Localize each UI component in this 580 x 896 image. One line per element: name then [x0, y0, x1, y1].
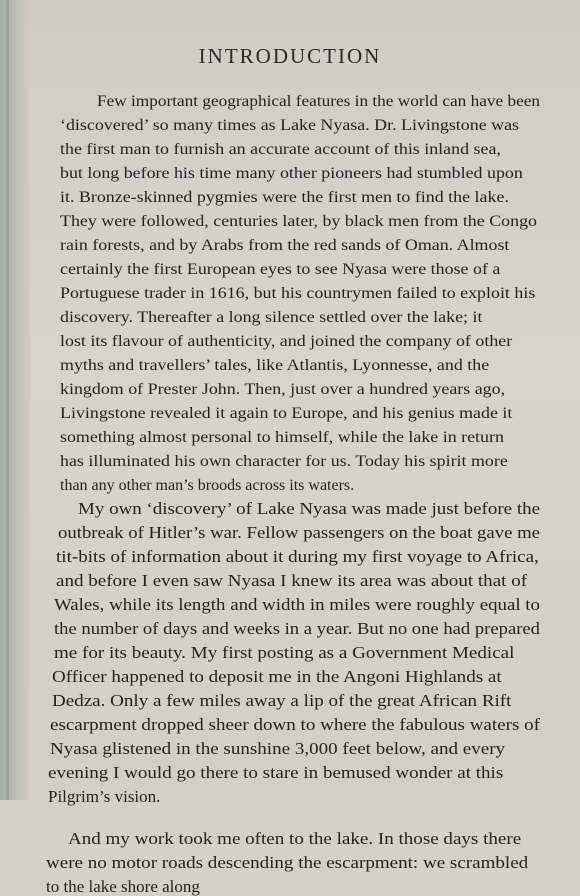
- text-line: than any other man’s broods across its waters.: [60, 477, 355, 494]
- text-line: tit-bits of information about it during my first voyage to Africa,: [56, 547, 539, 566]
- text-line: Dedza. Only a few miles away a lip of the great African Rift: [52, 691, 512, 710]
- text-line: They were followed, centuries later, by black men from the Congo: [60, 213, 537, 230]
- text-line: to the lake shore along: [46, 877, 200, 896]
- text-line: certainly the first European eyes to see Nyasa were those of a: [60, 261, 501, 278]
- text-line: outbreak of Hitler’s war. Fellow passengers on the boat gave me: [58, 523, 540, 542]
- text-line: it. Bronze-skinned pygmies were the first men to find the lake.: [60, 189, 509, 206]
- text-line: something almost personal to himself, while the lake in return: [60, 429, 504, 446]
- page-gutter: [0, 0, 30, 800]
- text-line: Portuguese trader in 1616, but his countrymen failed to exploit his: [60, 285, 536, 302]
- text-line: Livingstone revealed it again to Europe, and his genius made it: [60, 405, 513, 422]
- text-line: discovery. Thereafter a long silence settled over the lake; it: [60, 309, 483, 326]
- text-line: Pilgrim’s vision.: [48, 787, 161, 806]
- text-line: but long before his time many other pioneers had stumbled upon: [60, 165, 523, 182]
- text-line: lost its flavour of authenticity, and joined the company of other: [60, 333, 513, 350]
- text-line: the first man to furnish an accurate account of this inland sea,: [60, 141, 501, 158]
- binding-edge: [6, 0, 9, 800]
- text-line: kingdom of Prester John. Then, just over a hundred years ago,: [60, 381, 506, 398]
- text-line: evening I would go there to stare in bemused wonder at this: [48, 763, 504, 782]
- text-line: myths and travellers’ tales, like Atlantis, Lyonnesse, and the: [60, 357, 490, 374]
- text-line: has illuminated his own character for us. Today his spirit more: [60, 453, 508, 470]
- text-line: Nyasa glistened in the sunshine 3,000 feet below, and every: [50, 739, 506, 758]
- text-line: And my work took me often to the lake. In those days there: [68, 829, 522, 848]
- text-line: Few important geographical features in the world can have been: [97, 93, 541, 110]
- text-line: me for its beauty. My first posting as a Government Medical: [54, 643, 515, 662]
- text-line: were no motor roads descending the escarpment: we scrambled: [46, 853, 529, 872]
- text-line: Wales, while its length and width in miles were roughly equal to: [54, 595, 540, 614]
- text-line: the number of days and weeks in a year. But no one had prepared: [54, 619, 540, 638]
- text-line: and before I even saw Nyasa I knew its area was about that of: [56, 571, 528, 590]
- text-line: escarpment dropped sheer down to where the fabulous waters of: [50, 715, 540, 734]
- text-line: My own ‘discovery’ of Lake Nyasa was made just before the: [78, 499, 541, 518]
- text-line: Officer happened to deposit me in the Angoni Highlands at: [52, 667, 502, 686]
- text-line: rain forests, and by Arabs from the red sands of Oman. Almost: [60, 237, 510, 254]
- chapter-heading: INTRODUCTION: [198, 44, 382, 68]
- text-line: ‘discovered’ so many times as Lake Nyasa. Dr. Livingstone was: [60, 117, 520, 134]
